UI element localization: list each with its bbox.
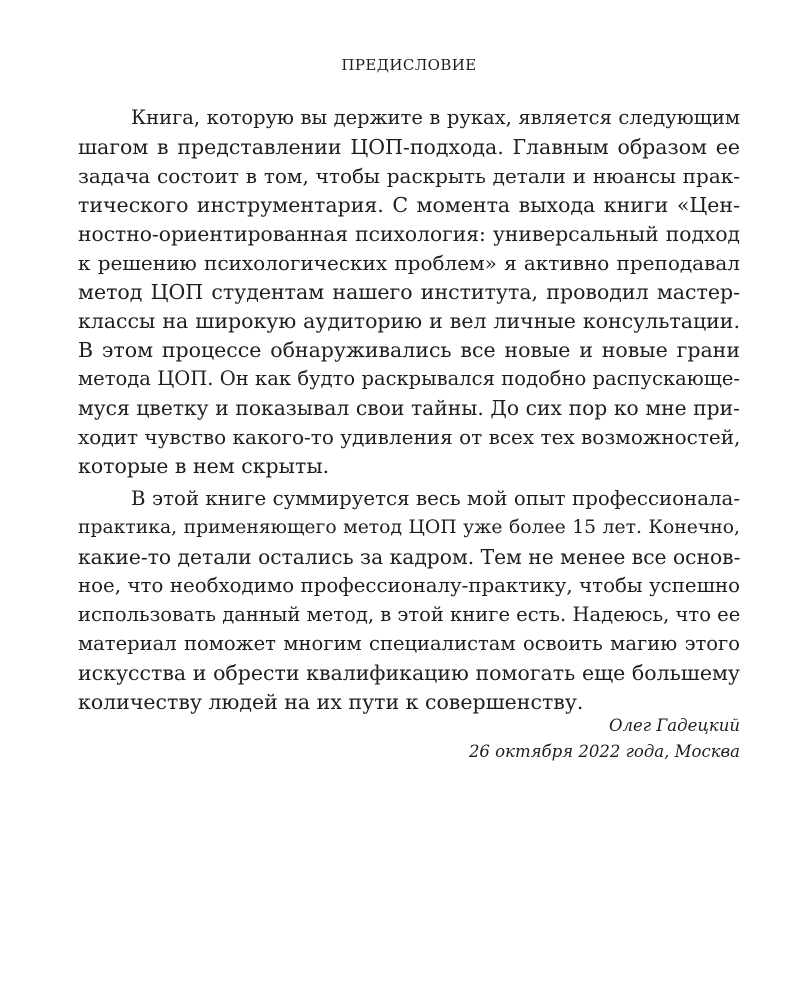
paragraph-line: материал поможет многим специалистам освоить магию этого bbox=[78, 632, 740, 655]
paragraph-line: ное, что необходимо профессионалу-практику, чтобы успешно bbox=[78, 574, 740, 597]
paragraph-line: какие-то детали остались за кадром. Тем не менее все основ- bbox=[78, 545, 741, 569]
paragraph-line: метода ЦОП. Он как будто раскрывался подобно распускающе- bbox=[78, 367, 740, 390]
paragraph-line: классы на широкую аудиторию и вел личные консультации. bbox=[78, 309, 740, 333]
signature-date-place: 26 октября 2022 года, Москва bbox=[468, 742, 740, 761]
paragraph-line: шагом в представлении ЦОП-подхода. Главным образом ее bbox=[78, 135, 740, 159]
paragraph-line: тического инструментария. С момента выхода книги «Цен- bbox=[78, 193, 740, 217]
paragraph-line: использовать данный метод, в этой книге есть. Надеюсь, что ее bbox=[78, 603, 741, 626]
paragraph-line: метод ЦОП студентам нашего института, проводил мастер- bbox=[78, 280, 740, 304]
paragraph-line: ностно-ориентированная психология: универсальный подход bbox=[78, 222, 740, 246]
paragraph-line: В этом процессе обнаруживались все новые и новые грани bbox=[78, 338, 740, 362]
paragraph-line: муся цветку и показывал свои тайны. До сих пор ко мне при- bbox=[78, 396, 740, 420]
page-title: ПРЕДИСЛОВИЕ bbox=[341, 56, 477, 74]
paragraph-line: искусства и обрести квалификацию помогать еще большему bbox=[78, 661, 740, 685]
paragraph-line: задача состоит в том, чтобы раскрыть детали и нюансы прак- bbox=[78, 164, 740, 188]
document-page bbox=[78, 0, 740, 1000]
signature-author: Олег Гадецкий bbox=[609, 716, 740, 735]
paragraph-line: Книга, которую вы держите в руках, является следующим bbox=[131, 106, 740, 129]
paragraph-line: практика, применяющего метод ЦОП уже более 15 лет. Конечно, bbox=[78, 517, 740, 538]
paragraph-line: ходит чувство какого-то удивления от всех тех возможностей, bbox=[78, 425, 741, 449]
paragraph-line: к решению психологических проблем» я активно преподавал bbox=[78, 251, 740, 275]
paragraph-line: количеству людей на их пути к совершенству. bbox=[78, 690, 584, 714]
paragraph-line: В этой книге суммируется весь мой опыт профессионала- bbox=[131, 487, 740, 510]
paragraph-line: которые в нем скрыты. bbox=[78, 454, 330, 478]
